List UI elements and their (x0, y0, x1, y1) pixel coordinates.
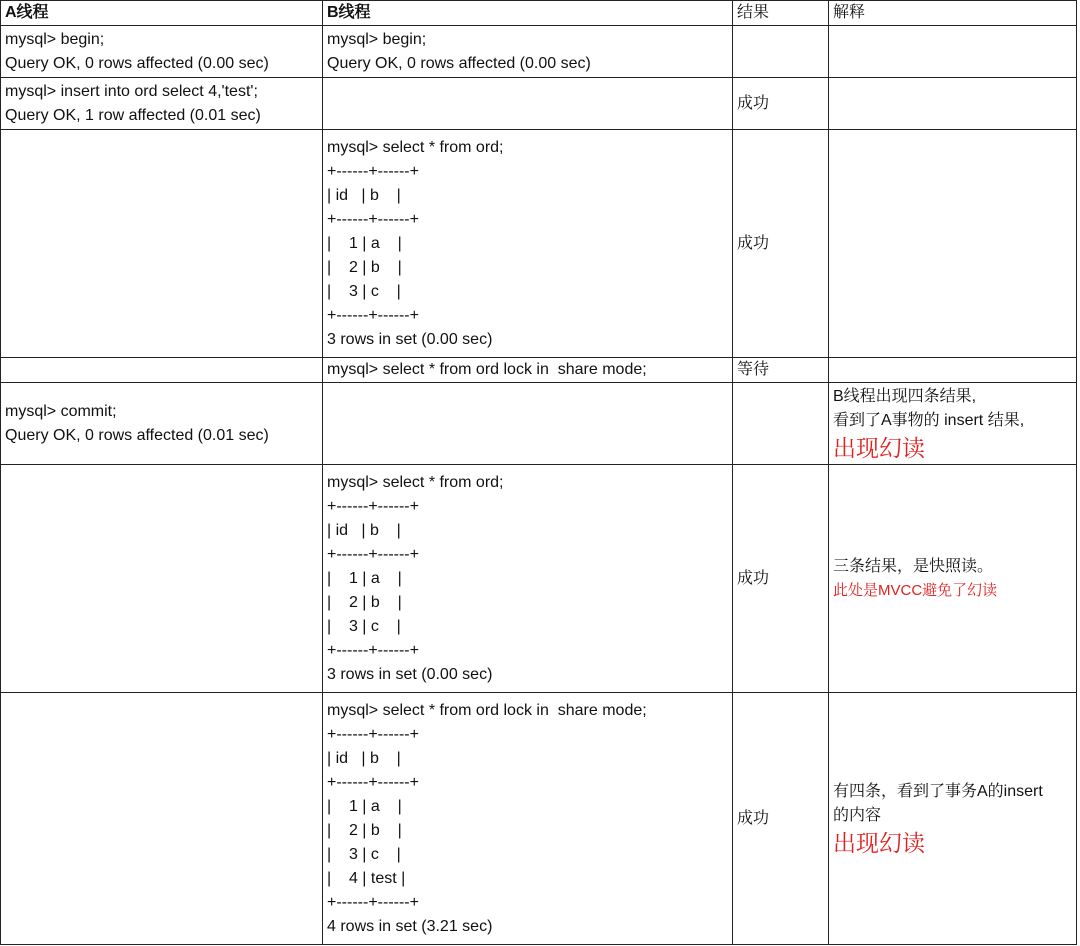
thread-b-cell-line: | 3 | c | (327, 845, 401, 863)
table-row (1, 78, 1077, 130)
table-body (1, 26, 1077, 945)
header-result: 结果 (733, 1, 829, 26)
result-cell (733, 383, 829, 465)
explanation-cell (829, 465, 1077, 693)
thread-b-cell-line: 3 rows in set (0.00 sec) (327, 330, 493, 348)
thread-a-cell (1, 465, 323, 693)
thread-b-cell-line: 4 rows in set (3.21 sec) (327, 917, 493, 935)
header-thread-b: B线程 (323, 1, 733, 26)
explanation-cell (829, 78, 1077, 130)
explanation-cell-line: 的内容 (833, 806, 882, 824)
phantom-read-highlight: 出现幻读 (833, 829, 925, 856)
thread-b-cell-line: | 3 | c | (327, 282, 401, 300)
thread-b-cell-line: | 4 | test | (327, 869, 406, 887)
table-row (1, 693, 1077, 945)
thread-b-cell-line: | 1 | a | (327, 569, 402, 587)
thread-a-cell-line: mysql> begin; (5, 30, 105, 48)
thread-b-cell-line: +------+------+ (327, 641, 419, 659)
result-cell (733, 358, 829, 383)
thread-a-cell (1, 78, 323, 130)
result-text: 成功 (737, 569, 770, 587)
thread-a-cell-line: mysql> insert into ord select 4,'test'; (5, 82, 258, 100)
thread-b-cell (323, 465, 733, 693)
header-explanation: 解释 (829, 1, 1077, 26)
explanation-cell (829, 383, 1077, 465)
thread-a-cell (1, 358, 323, 383)
thread-b-cell-line: mysql> select * from ord; (327, 473, 504, 491)
table-row (1, 358, 1077, 383)
thread-b-cell-line: +------+------+ (327, 725, 419, 743)
thread-b-cell-line: | 2 | b | (327, 593, 402, 611)
explanation-cell (829, 358, 1077, 383)
explanation-cell (829, 26, 1077, 78)
explanation-cell (829, 130, 1077, 358)
header-row (1, 1, 1077, 26)
thread-b-cell-line: | id | b | (327, 749, 401, 767)
thread-b-cell-line: | 1 | a | (327, 234, 402, 252)
thread-b-cell-line: +------+------+ (327, 893, 419, 911)
thread-b-cell (323, 26, 733, 78)
result-cell (733, 78, 829, 130)
table-row (1, 465, 1077, 693)
thread-b-cell-line: mysql> select * from ord lock in share mode; (327, 361, 647, 378)
thread-b-cell-line: +------+------+ (327, 210, 419, 228)
thread-b-cell (323, 130, 733, 358)
thread-a-cell-line: Query OK, 0 rows affected (0.00 sec) (5, 54, 269, 72)
thread-a-cell-line: Query OK, 0 rows affected (0.01 sec) (5, 426, 269, 444)
thread-b-cell-line: mysql> select * from ord lock in share mode; (327, 701, 647, 719)
thread-b-cell-line: | id | b | (327, 186, 401, 204)
thread-a-cell (1, 383, 323, 465)
thread-b-cell-line: | id | b | (327, 521, 401, 539)
header-thread-a: A线程 (1, 1, 323, 26)
thread-b-cell-line: 3 rows in set (0.00 sec) (327, 665, 493, 683)
thread-a-cell (1, 693, 323, 945)
table-row (1, 130, 1077, 358)
thread-a-cell (1, 130, 323, 358)
thread-a-cell (1, 26, 323, 78)
result-text: 等待 (737, 361, 770, 378)
explanation-cell-line: 有四条，看到了事务A的insert (833, 782, 1043, 800)
thread-b-cell-line: Query OK, 0 rows affected (0.00 sec) (327, 54, 591, 72)
explanation-cell-line: 看到了A事物的 insert 结果, (833, 411, 1025, 429)
explanation-cell (829, 693, 1077, 945)
explanation-cell-line: 三条结果，是快照读。 (833, 557, 994, 575)
thread-b-cell (323, 78, 733, 130)
thread-b-cell (323, 358, 733, 383)
result-text: 成功 (737, 809, 770, 827)
thread-b-cell-line: +------+------+ (327, 545, 419, 563)
thread-b-cell-line: +------+------+ (327, 162, 419, 180)
thread-b-cell-line: +------+------+ (327, 773, 419, 791)
thread-a-cell-line: Query OK, 1 row affected (0.01 sec) (5, 106, 261, 124)
result-cell (733, 465, 829, 693)
thread-b-cell-line: | 3 | c | (327, 617, 401, 635)
thread-b-cell (323, 383, 733, 465)
result-text: 成功 (737, 94, 770, 112)
phantom-read-highlight: 出现幻读 (833, 434, 925, 461)
thread-b-cell-line: mysql> select * from ord; (327, 138, 504, 156)
mvcc-note: 此处是MVCC避免了幻读 (833, 581, 998, 599)
thread-b-cell-line: +------+------+ (327, 497, 419, 515)
thread-b-cell-line: mysql> begin; (327, 30, 427, 48)
result-text: 成功 (737, 234, 770, 252)
table-row (1, 383, 1077, 465)
thread-b-cell-line: | 2 | b | (327, 821, 402, 839)
explanation-cell-line: B线程出现四条结果, (833, 387, 977, 405)
result-cell (733, 693, 829, 945)
thread-b-cell-line: +------+------+ (327, 306, 419, 324)
result-cell (733, 26, 829, 78)
table-row (1, 26, 1077, 78)
thread-b-cell-line: | 2 | b | (327, 258, 402, 276)
thread-a-cell-line: mysql> commit; (5, 402, 117, 420)
thread-b-cell (323, 693, 733, 945)
result-cell (733, 130, 829, 358)
thread-b-cell-line: | 1 | a | (327, 797, 402, 815)
